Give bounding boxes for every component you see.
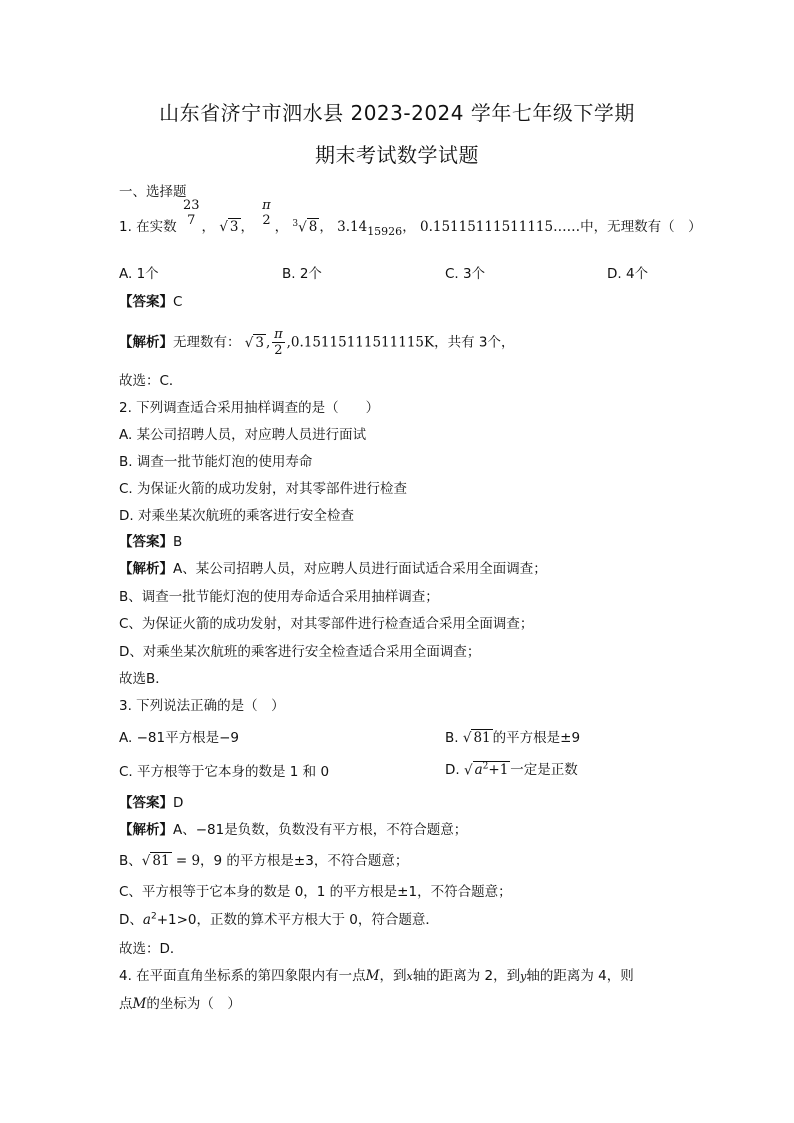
separator: ， (240, 219, 255, 235)
radicand: 81 (473, 730, 491, 746)
section-heading: 一、选择题 (119, 184, 187, 200)
question-4-stem-line1 (119, 964, 634, 984)
separator: ， (274, 219, 289, 235)
stem-text: 点 (119, 996, 133, 1012)
question-2-answer (119, 530, 182, 550)
root-index: 3 (292, 218, 299, 229)
fraction-denominator: 2 (274, 343, 283, 358)
question-3-option-a: A. −81平方根是−9 (119, 730, 239, 746)
analysis-number: ,0.15115111511115K (286, 334, 435, 351)
question-3-stem: 3. 下列说法正确的是（ ） (119, 698, 285, 714)
answer-label: 【答案】 (119, 534, 173, 550)
answer-label: 【答案】 (119, 294, 173, 310)
question-1-option-b: B. 2个 (282, 266, 322, 282)
question-1-conclusion: 故选：C． (119, 373, 183, 389)
question-1-prefix: 1. 在实数 (119, 219, 177, 235)
question-2-stem: 2. 下列调查适合采用抽样调查的是（ ） (119, 400, 380, 416)
question-1-suffix: 中，无理数有（ ） (580, 219, 702, 235)
question-3-answer (119, 791, 183, 811)
question-1-stem (119, 198, 702, 242)
analysis-label: 【解析】 (119, 822, 173, 838)
question-2-analysis-a (119, 557, 547, 577)
sqrt-3: √ 3 (244, 334, 264, 351)
number-3-14: 3.14 (337, 219, 368, 235)
separator: ， (402, 219, 416, 235)
sqrt-3: √ 3 (219, 219, 239, 235)
radicand: 81 (152, 853, 170, 869)
question-2-analysis-d: D、对乘坐某次航班的乘客进行安全检查适合采用全面调查； (119, 644, 481, 660)
analysis-text: ，9 的平方根是±3，不符合题意； (200, 853, 409, 869)
exponent: 2 (150, 911, 157, 922)
variable-m: M (132, 996, 147, 1012)
question-3-analysis-b (119, 849, 408, 869)
radicand: 3 (229, 219, 239, 235)
stem-text: 的坐标为（ ） (146, 996, 241, 1012)
number-3-14-tail: 15926 (367, 225, 403, 238)
question-3-option-c: C. 平方根等于它本身的数是 1 和 0 (119, 764, 330, 780)
document-title: 山东省济宁市泗水县 2023-2024 学年七年级下学期 (159, 101, 635, 125)
question-3-analysis-c: C、平方根等于它本身的数是 0，1 的平方根是±1，不符合题意； (119, 884, 512, 900)
sqrt-a-squared-plus-1: √ $a^2+1$ (463, 761, 509, 778)
fraction-pi-2 (260, 198, 272, 228)
equation-result: = 9 (171, 853, 201, 869)
analysis-label: 【解析】 (119, 334, 173, 351)
stem-text: ，到 (379, 968, 407, 984)
variable-m: M (365, 968, 380, 984)
question-2-option-a: A. 某公司招聘人员，对应聘人员进行面试 (119, 427, 367, 443)
separator: ， (319, 219, 333, 235)
fraction-numerator: π (274, 327, 283, 342)
option-label: B. (445, 730, 463, 746)
question-3-option-b (445, 726, 580, 746)
option-text: 的平方根是±9 (492, 730, 581, 746)
question-2-analysis-c: C、为保证火箭的成功发射，对其零部件进行检查适合采用全面调查； (119, 616, 534, 632)
document-subtitle: 期末考试数学试题 (315, 143, 479, 167)
question-2-option-d: D. 对乘坐某次航班的乘客进行安全检查 (119, 508, 354, 524)
radicand: 8 (308, 219, 318, 235)
question-1-answer (119, 290, 182, 310)
question-1-option-d: D. 4个 (607, 266, 649, 282)
fraction-denominator: 2 (262, 213, 271, 228)
question-2-conclusion: 故选B． (119, 671, 169, 687)
question-3-conclusion: 故选：D． (119, 941, 184, 957)
fraction-numerator: π (262, 198, 271, 213)
question-2-analysis-b: B、调查一批节能灯泡的使用寿命适合采用抽样调查； (119, 589, 439, 605)
separator: ， (201, 219, 216, 235)
question-3-analysis-a (119, 818, 467, 838)
variable-a: a (474, 762, 483, 778)
question-3-analysis-d (119, 908, 439, 928)
radicand: 3 (255, 334, 264, 351)
fraction-denominator: 7 (187, 213, 196, 228)
answer-value: C (173, 294, 183, 310)
stem-text: 4. 在平面直角坐标系的第四象限内有一点 (119, 968, 366, 984)
exponent: 2 (482, 761, 489, 772)
analysis-text: 无理数有： (173, 334, 241, 351)
question-1-analysis: 【解析】无理数有： √ 3 , $\frac{\pi}{2}$ ,0.15115111511115K，共有 3个， (119, 327, 515, 358)
stem-text: 轴的距离为 4，则 (526, 968, 634, 984)
analysis-label: 【解析】 (119, 561, 173, 577)
analysis-text: A、−81是负数，负数没有平方根，不符合题意； (173, 822, 468, 838)
cube-root-8: $^3$√ 8 (292, 218, 318, 235)
analysis-suffix: ，共有 3个， (434, 334, 515, 351)
variable-y: y (520, 970, 527, 983)
variable-x: x (406, 970, 413, 983)
option-text: 一定是正数 (510, 762, 578, 778)
analysis-text: A、某公司招聘人员，对应聘人员进行面试适合采用全面调查； (173, 561, 547, 577)
radicand-tail: +1 (488, 762, 509, 778)
question-3-option-d (445, 758, 578, 778)
stem-text: 轴的距离为 2，到 (412, 968, 521, 984)
fraction-numerator: 23 (182, 198, 200, 213)
analysis-prefix: D、 (119, 912, 143, 928)
answer-label: 【答案】 (119, 795, 173, 811)
fraction-23-7 (183, 198, 200, 228)
answer-value: B (173, 534, 183, 550)
option-label: D. (445, 762, 464, 778)
question-2-option-b: B. 调查一批节能灯泡的使用寿命 (119, 454, 313, 470)
question-1-option-c: C. 3个 (445, 266, 486, 282)
sqrt-81: √ 81 (462, 730, 491, 746)
analysis-prefix: B、 (119, 853, 142, 869)
question-1-option-a: A. 1个 (119, 266, 159, 282)
fraction-pi-2 (272, 327, 284, 358)
question-4-stem-line2 (119, 992, 241, 1012)
sqrt-81: √ 81 (141, 853, 170, 869)
number-repeating: 0.15115111511115…… (419, 219, 581, 235)
analysis-text: +1>0，正数的算术平方根大于 0，符合题意． (156, 912, 439, 928)
answer-value: D (173, 795, 184, 811)
variable-a: a (142, 912, 151, 928)
question-2-option-c: C. 为保证火箭的成功发射，对其零部件进行检查 (119, 481, 408, 497)
